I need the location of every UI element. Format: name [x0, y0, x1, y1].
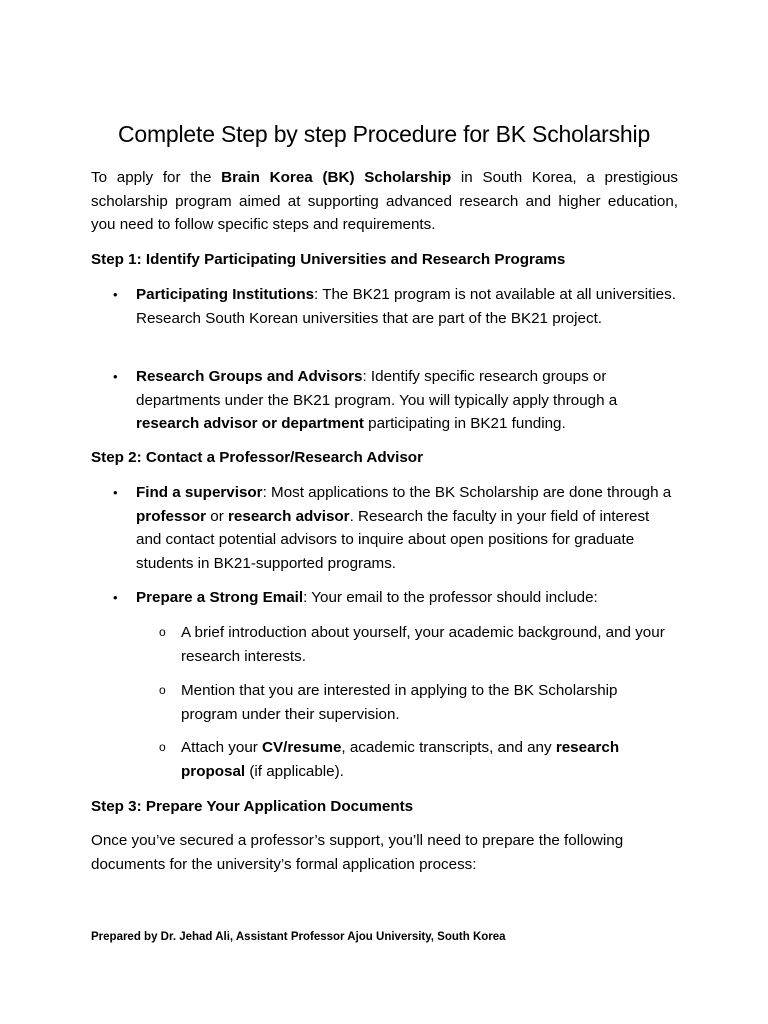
document-title: Complete Step by step Procedure for BK Scholarship — [117, 121, 651, 147]
list-item-text: : Identify specific research groups or departments under the BK21 program. You will typically apply through a — [136, 368, 618, 409]
list-item-text: : The BK21 program is not available at all universities. Research South Korean universities that are part of the BK21 project. — [136, 286, 676, 327]
sub-list-item-text: A brief introduction about yourself, your academic background, and your research interests. — [181, 624, 665, 665]
circle-bullet-marker: o — [159, 625, 166, 639]
circle-bullet-marker: o — [159, 683, 166, 697]
intro-text-2: in South Korea, a prestigious scholarship program aimed at supporting advanced research and higher education, you need to follow specific steps and requirements. — [91, 169, 679, 233]
sub-list-item-text: (if applicable). — [245, 762, 344, 780]
sub-list-item-bold: CV/resume — [262, 739, 342, 756]
bullet-marker: • — [113, 369, 118, 384]
intro-bold-1: Brain Korea (BK) Scholarship — [221, 169, 452, 186]
bullet-marker: • — [113, 590, 118, 605]
sub-list-item-text: , academic transcripts, and any — [341, 739, 556, 756]
list-item-bold: research advisor — [228, 507, 350, 525]
intro-text-1: To apply for the — [91, 169, 222, 186]
sub-list-item-bold: research proposal — [181, 739, 620, 780]
list-item-text: : Your email to the professor should include: — [303, 589, 598, 606]
bullet-marker: • — [113, 485, 118, 500]
list-item — [136, 365, 676, 436]
list-item-bold: Participating Institutions — [136, 286, 315, 303]
list-item-text: . Research the faculty in your field of interest and contact potential advisors to inquire about open positions for graduate students in BK21-supported programs. — [136, 507, 650, 572]
list-item-bold: professor — [136, 507, 207, 525]
footer-credit: Prepared by Dr. Jehad Ali, Assistant Professor Ajou University, South Korea — [91, 931, 506, 943]
step3-paragraph: Once you’ve secured a professor’s support, you’ll need to prepare the following documents for the university’s formal application process: — [91, 832, 624, 873]
list-item-text: participating in BK21 funding. — [363, 415, 566, 432]
list-item-text: or — [206, 507, 229, 525]
step3-heading: Step 3: Prepare Your Application Documents — [91, 798, 414, 815]
sub-list-item — [181, 621, 676, 668]
step2-heading: Step 2: Contact a Professor/Research Advisor — [91, 449, 423, 466]
list-item — [136, 481, 676, 575]
sub-list-item — [181, 679, 676, 726]
list-item-bold: Research Groups and Advisors — [136, 368, 363, 385]
step1-heading: Step 1: Identify Participating Universities and Research Programs — [91, 251, 566, 268]
list-item-text: : Most applications to the BK Scholarship are done through a — [262, 484, 672, 501]
sub-list-item-text: Attach your — [181, 739, 263, 756]
intro-paragraph — [91, 166, 678, 237]
list-item — [136, 283, 676, 330]
circle-bullet-marker: o — [159, 740, 166, 754]
list-item — [136, 586, 676, 610]
list-item-bold: Find a supervisor — [136, 484, 263, 501]
list-item-bold: Prepare a Strong Email — [136, 589, 304, 606]
list-item-bold: research advisor or department — [136, 415, 364, 432]
bullet-marker: • — [113, 287, 118, 302]
sub-list-item — [181, 736, 676, 783]
sub-list-item-text: Mention that you are interested in applying to the BK Scholarship program under their supervision. — [181, 682, 618, 723]
